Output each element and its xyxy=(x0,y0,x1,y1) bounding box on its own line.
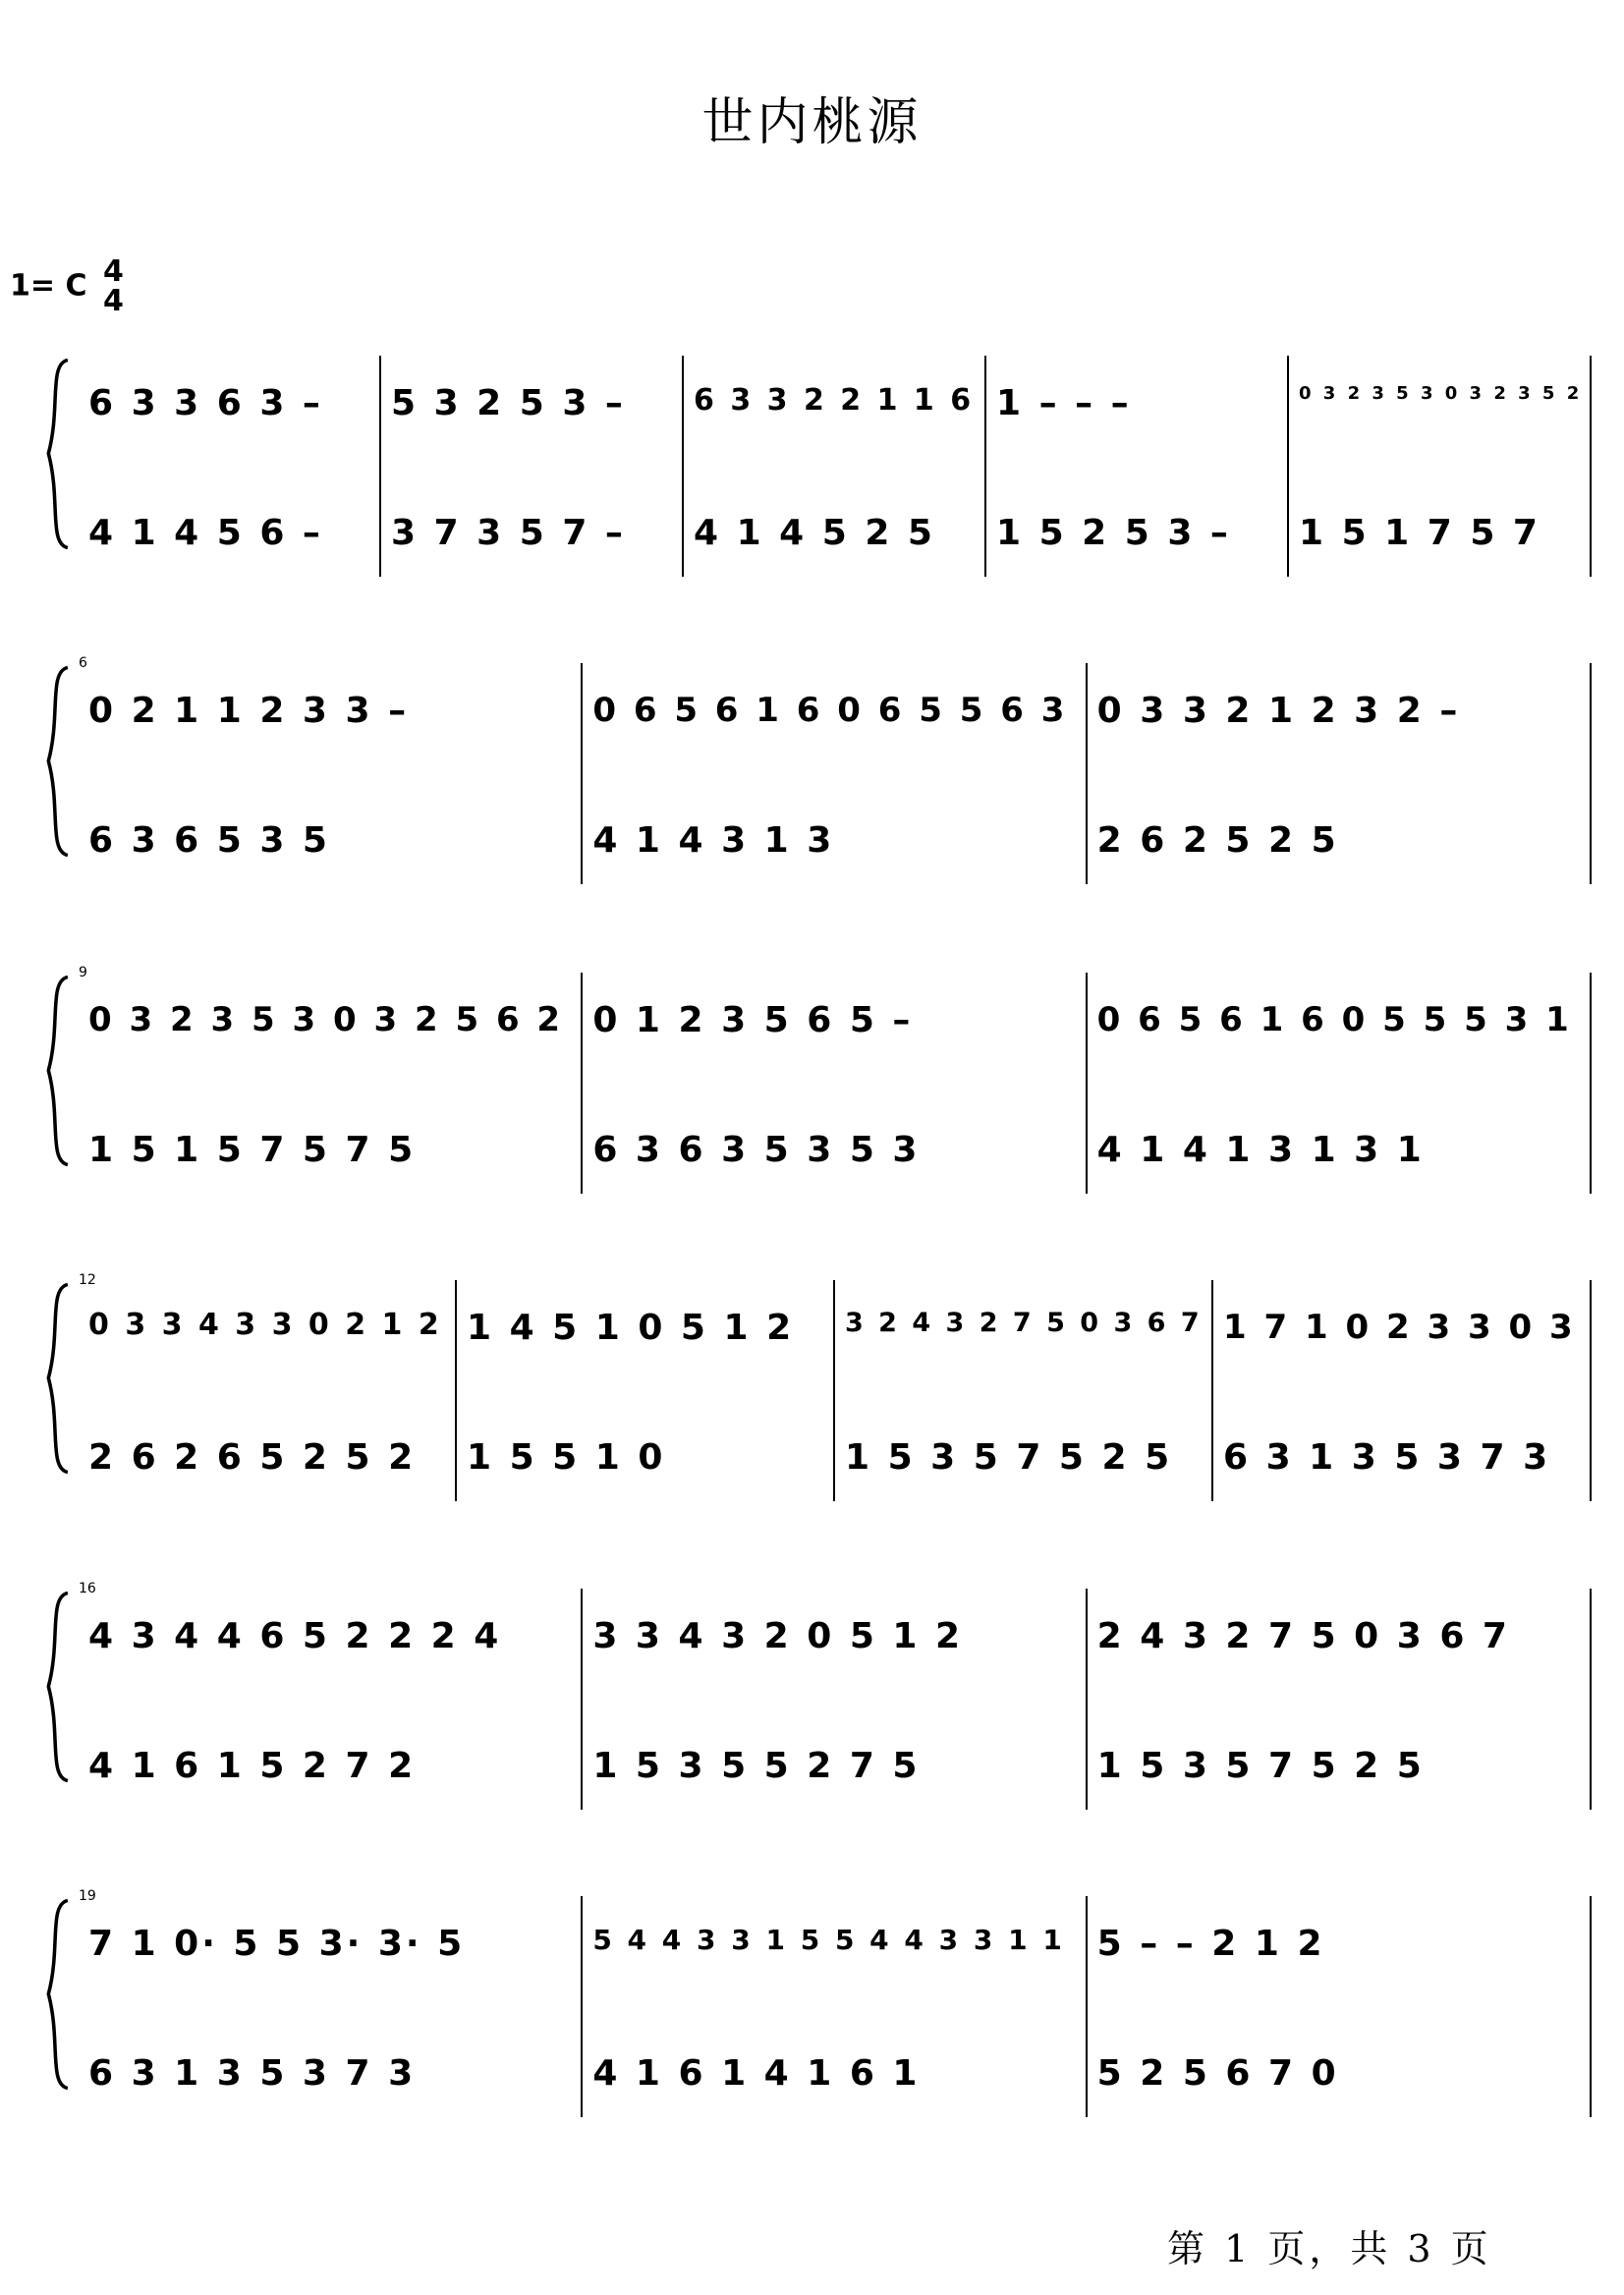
brace-icon xyxy=(39,1280,79,1477)
bass-notes: 4 1 4 5 6 – xyxy=(88,513,323,553)
measure xyxy=(583,1589,1087,1810)
treble-notes: 0 3 2 3 5 3 0 3 2 5 6 2 xyxy=(88,1000,564,1039)
brace-icon xyxy=(39,1896,79,2093)
brace-icon xyxy=(39,663,79,860)
measure-number: 12 xyxy=(79,1272,96,1288)
treble-notes: 1 – – – xyxy=(996,383,1132,423)
measure xyxy=(1088,1896,1592,2117)
treble-notes: 3 2 4 3 2 7 5 0 3 6 7 xyxy=(845,1308,1203,1338)
bass-notes: 1 5 2 5 3 – xyxy=(996,513,1231,553)
barline xyxy=(1590,356,1592,577)
measure xyxy=(684,356,986,577)
barline xyxy=(1590,1589,1592,1810)
bass-notes: 1 5 5 1 0 xyxy=(467,1437,666,1478)
measure xyxy=(79,965,583,1194)
staff-system xyxy=(39,356,1592,582)
treble-notes: 1 4 5 1 0 5 1 2 xyxy=(467,1308,795,1348)
treble-notes: 0 6 5 6 1 6 0 5 5 5 3 1 xyxy=(1096,1000,1572,1039)
measure-number: 9 xyxy=(79,965,87,980)
brace-icon xyxy=(39,973,79,1169)
page-title: 世内桃源 xyxy=(701,93,923,152)
treble-notes: 0 3 2 3 5 3 0 3 2 3 5 2 xyxy=(1299,383,1583,404)
measure xyxy=(79,1888,583,2117)
bass-notes: 2 6 2 6 5 2 5 2 xyxy=(88,1437,417,1478)
barline xyxy=(1590,1896,1592,2117)
treble-notes: 0 3 3 4 3 3 0 2 1 2 xyxy=(88,1308,442,1342)
bass-notes: 6 3 1 3 5 3 7 3 xyxy=(1223,1437,1551,1478)
treble-notes: 5 4 4 3 3 1 5 5 4 4 3 3 1 1 xyxy=(592,1924,1065,1956)
bass-notes: 1 5 3 5 7 5 2 5 xyxy=(845,1437,1173,1478)
time-signature-top: 4 xyxy=(102,254,124,289)
bass-notes: 4 1 4 1 3 1 3 1 xyxy=(1096,1130,1425,1170)
staff-system xyxy=(39,655,1592,889)
measure xyxy=(79,655,583,884)
treble-notes: 7 1 0· 5 5 3· 3· 5 xyxy=(88,1924,466,1964)
measure xyxy=(1289,356,1592,577)
treble-notes: 3 3 4 3 2 0 5 1 2 xyxy=(592,1616,964,1656)
treble-notes: 6 3 3 2 2 1 1 6 xyxy=(694,383,975,418)
measure xyxy=(986,356,1289,577)
measure xyxy=(381,356,684,577)
measure-number: 16 xyxy=(79,1581,96,1596)
brace-icon xyxy=(39,356,79,552)
measure-number: 19 xyxy=(79,1888,96,1904)
treble-notes: 4 3 4 4 6 5 2 2 2 4 xyxy=(88,1616,502,1656)
bass-notes: 5 2 5 6 7 0 xyxy=(1096,2053,1339,2094)
bass-notes: 4 1 4 5 2 5 xyxy=(694,513,935,553)
staff-system xyxy=(39,965,1592,1199)
measure xyxy=(1213,1280,1592,1501)
measure xyxy=(835,1280,1213,1501)
bass-notes: 1 5 3 5 7 5 2 5 xyxy=(1096,1746,1425,1786)
treble-notes: 2 4 3 2 7 5 0 3 6 7 xyxy=(1096,1616,1510,1656)
treble-notes: 0 3 3 2 1 2 3 2 – xyxy=(1096,691,1461,731)
time-signature-bottom: 4 xyxy=(102,284,124,318)
staff-system xyxy=(39,1888,1592,2122)
bass-notes: 6 3 1 3 5 3 7 3 xyxy=(88,2053,417,2094)
measure-number: 6 xyxy=(79,655,87,671)
measure xyxy=(457,1280,835,1501)
treble-notes: 6 3 3 6 3 – xyxy=(88,383,323,423)
measure xyxy=(1088,663,1592,884)
bass-notes: 1 5 1 7 5 7 xyxy=(1299,513,1540,553)
measure xyxy=(583,1896,1087,2117)
brace-icon xyxy=(39,1589,79,1785)
key-tonic: 1= C xyxy=(10,268,87,304)
barline xyxy=(1590,663,1592,884)
bass-notes: 4 1 6 1 4 1 6 1 xyxy=(592,2053,921,2094)
bass-notes: 3 7 3 5 7 – xyxy=(391,513,626,553)
barline xyxy=(1590,973,1592,1194)
treble-notes: 0 6 5 6 1 6 0 6 5 5 6 3 xyxy=(592,691,1068,730)
page-footer: 第 1 页，共 3 页 xyxy=(1167,2227,1492,2270)
time-signature xyxy=(102,254,124,318)
measure xyxy=(79,356,381,577)
staff-system xyxy=(39,1272,1592,1506)
treble-notes: 0 2 1 1 2 3 3 – xyxy=(88,691,410,731)
bass-notes: 2 6 2 5 2 5 xyxy=(1096,820,1339,861)
key-signature xyxy=(10,254,124,318)
measure xyxy=(1088,1589,1592,1810)
treble-notes: 5 3 2 5 3 – xyxy=(391,383,626,423)
bass-notes: 6 3 6 3 5 3 5 3 xyxy=(592,1130,921,1170)
bass-notes: 1 5 3 5 5 2 7 5 xyxy=(592,1746,921,1786)
bass-notes: 6 3 6 5 3 5 xyxy=(88,820,330,861)
staff-system xyxy=(39,1581,1592,1815)
bass-notes: 1 5 1 5 7 5 7 5 xyxy=(88,1130,417,1170)
measure xyxy=(79,1272,457,1501)
measure xyxy=(583,973,1087,1194)
treble-notes: 5 – – 2 1 2 xyxy=(1096,1924,1325,1964)
measure xyxy=(583,663,1087,884)
measure xyxy=(1088,973,1592,1194)
bass-notes: 4 1 4 3 1 3 xyxy=(592,820,835,861)
measure xyxy=(79,1581,583,1810)
barline xyxy=(1590,1280,1592,1501)
bass-notes: 4 1 6 1 5 2 7 2 xyxy=(88,1746,417,1786)
treble-notes: 0 1 2 3 5 6 5 – xyxy=(592,1000,914,1040)
treble-notes: 1 7 1 0 2 3 3 0 3 xyxy=(1223,1308,1576,1347)
